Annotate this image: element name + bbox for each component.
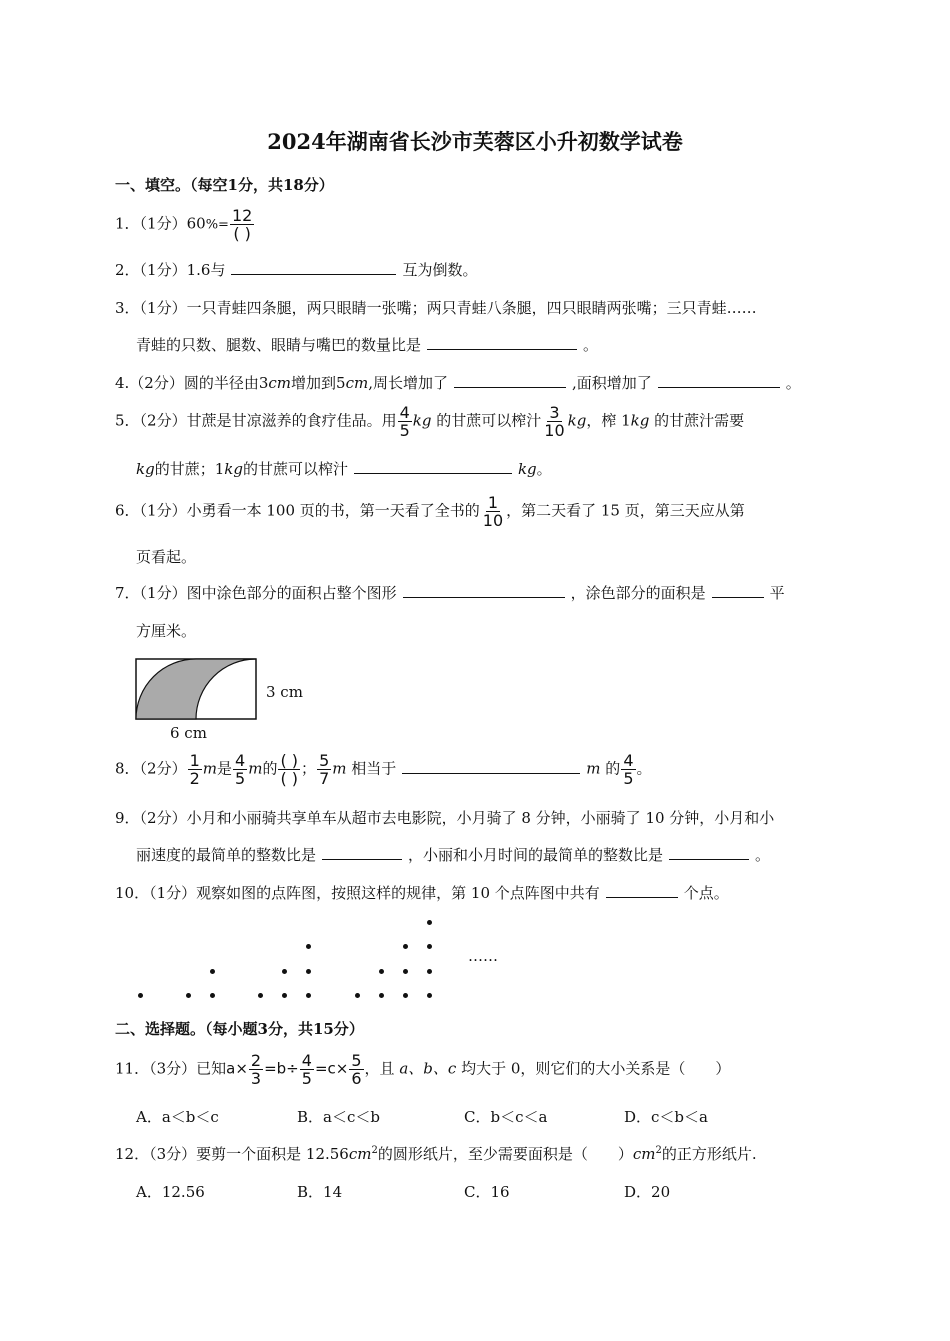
answer-blank[interactable] [231,260,396,275]
answer-blank[interactable] [403,583,565,598]
answer-blank[interactable] [427,335,577,350]
height-label: 3 cm [266,683,303,701]
option-a[interactable]: A．a＜b＜c [136,1108,219,1126]
section-heading: 二、选择题。（每小题3分，共15分） [115,1020,364,1038]
dot [282,993,287,998]
dot [403,944,408,949]
fraction: $\frac{4}{5}$ [399,403,410,440]
option-d[interactable]: D．c＜b＜a [624,1108,708,1126]
fraction: $\frac{12}{( )}$ [231,206,253,243]
option-c[interactable]: C．16 [464,1183,510,1201]
question-12: 12．（3分）要剪一个面积是 $12.56cm^2$的圆形纸片，至少需要面积是（ ）$cm^2$的正方形纸片. [115,1145,757,1163]
option-b[interactable]: B．a＜c＜b [297,1108,380,1126]
option-c[interactable]: C．b＜c＜a [464,1108,548,1126]
question-10: 10．（1分）观察如图的点阵图，按照这样的规律，第 10 个点阵图中共有 个点。 [115,884,729,902]
option-b[interactable]: B．14 [297,1183,343,1201]
question-2: 2．（1分）1.6与 互为倒数。 [115,261,478,279]
fraction: $\frac{2}{3}$ [250,1051,262,1088]
fraction: $\frac{4}{5}$ [235,751,246,788]
question-7-line2: 方厘米。 [136,622,197,640]
dot [427,969,432,974]
q1-text: 1．（1分）60 [115,214,206,233]
dot [403,969,408,974]
answer-blank[interactable] [712,583,764,598]
question-4: 4.（2分）圆的半径由3cm增加到5cm,周长增加了 ,面积增加了 。 [115,374,801,392]
dot [306,944,311,949]
dot [138,993,143,998]
question-11: 11．（3分）已知a× $\frac{2}{3}$ =b÷ $\frac{4}{5}$ =c× $\frac{5}{6}$ ，且 a、b、c 均大于 0，则它们的大小关系是（ ） [115,1051,731,1088]
width-label: 6 cm [170,724,207,742]
shaded-region [136,659,256,719]
question-3: 3．（1分）一只青蛙四条腿，两只眼睛一张嘴；两只青蛙八条腿，四只眼睛两张嘴；三只青蛙…… [115,299,757,317]
question-3-line2: 青蛙的只数、腿数、眼睛与嘴巴的数量比是 。 [136,336,599,354]
dot [379,993,384,998]
dot [379,969,384,974]
option-a[interactable]: A．12.56 [136,1183,205,1201]
dot [306,969,311,974]
dot [427,920,432,925]
dot [282,969,287,974]
dot [210,969,215,974]
dot [186,993,191,998]
question-7: 7．（1分）图中涂色部分的面积占整个图形 ，涂色部分的面积是 平 [115,584,785,602]
question-5: 5．（2分）甘蔗是甘凉滋养的食疗佳品。用 $\frac{4}{5}$ kg 的甘蔗可以榨汁 $\frac{3}{10}$ kg，榨 1kg 的甘蔗汁需要 [115,403,745,440]
question-1 [115,207,255,242]
dot [403,993,408,998]
answer-fraction[interactable]: $\frac{( )}{( )}$ [280,751,299,788]
fraction: $\frac{5}{6}$ [351,1051,362,1088]
answer-blank[interactable] [454,373,566,388]
percent-sign: %= [205,217,229,233]
fraction: $\frac{3}{10}$ [544,403,565,440]
page-title: 2024年湖南省长沙市芙蓉区小升初数学试卷 [267,129,683,154]
answer-blank[interactable] [322,845,402,860]
dot [427,944,432,949]
fraction: $\frac{4}{5}$ [301,1051,312,1088]
dot [258,993,263,998]
dot [427,993,432,998]
ellipsis: …… [468,947,498,965]
fraction: $\frac{1}{2}$ [189,751,200,788]
dot [210,993,215,998]
question-5-line2: kg的甘蔗；1kg的甘蔗可以榨汁 kg。 [136,460,552,478]
question-6-line2: 页看起。 [136,548,197,566]
answer-blank[interactable] [354,459,512,474]
fraction: $\frac{1}{10}$ [482,493,504,530]
fraction: $\frac{5}{7}$ [319,751,330,788]
option-d[interactable]: D．20 [624,1183,671,1201]
question-9: 9．（2分）小月和小丽骑共享单车从超市去电影院，小月骑了 8 分钟，小丽骑了 10 分钟，小月和小 [115,809,775,827]
question-8: 8．（2分） $\frac{1}{2}$ m是 $\frac{4}{5}$ m的 $\frac{( )}{( )}$ ； $\frac{5}{7}$ m 相当于 m 的 $\frac{4}{5}$ 。 [115,751,652,788]
answer-blank[interactable] [658,373,780,388]
answer-blank[interactable] [606,883,678,898]
dot [355,993,360,998]
section-heading: 一、填空。（每空1分，共18分） [115,176,334,194]
answer-blank[interactable] [669,845,749,860]
question-9-line2: 丽速度的最简单的整数比是 ，小丽和小月时间的最简单的整数比是 。 [136,846,771,864]
fraction: $\frac{4}{5}$ [623,751,634,788]
question-6: 6．（1分）小勇看一本 100 页的书，第一天看了全书的 $\frac{1}{10}$ ，第二天看了 15 页，第三天应从第 [115,493,745,530]
dot [306,993,311,998]
answer-blank[interactable] [402,759,580,774]
